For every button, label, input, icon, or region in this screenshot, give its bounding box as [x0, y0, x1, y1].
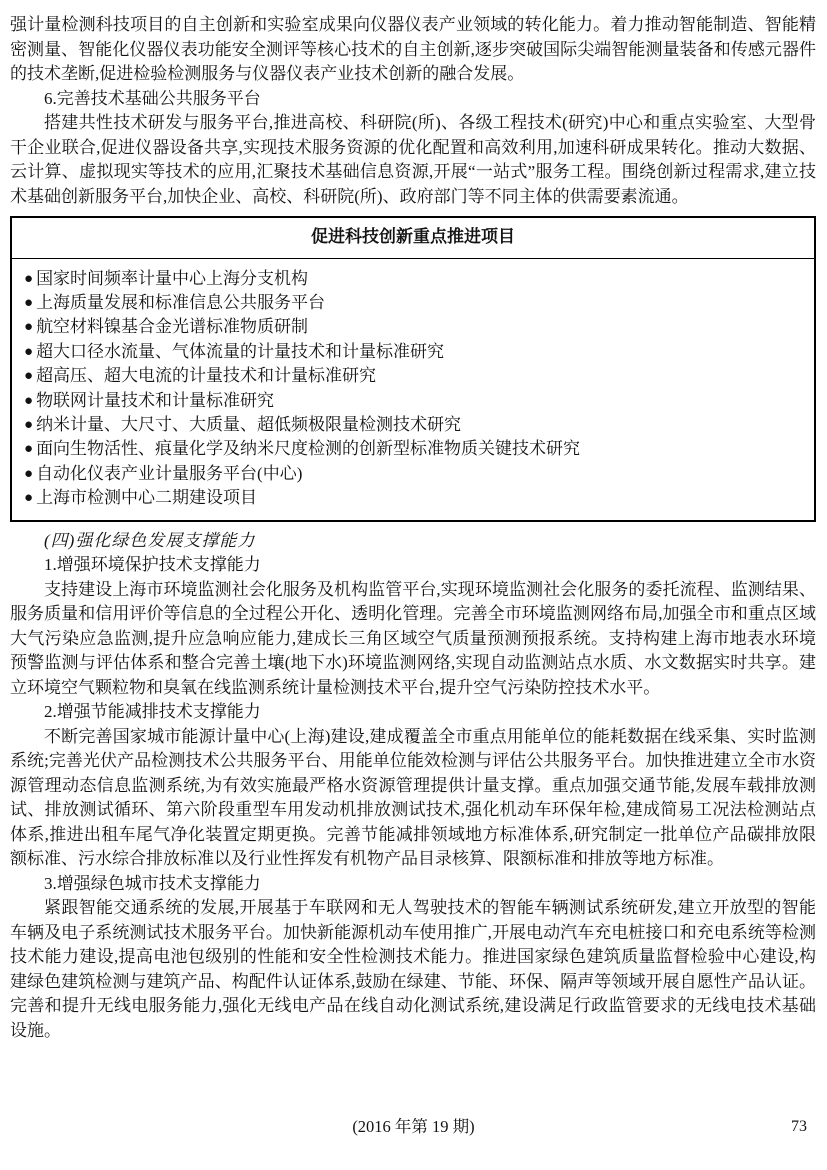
paragraph-continuation: 强计量检测科技项目的自主创新和实验室成果向仪器仪表产业领域的转化能力。着力推动智能制造、智能精密测量、智能化仪器仪表功能安全测评等核心技术的自主创新,逐步突破国际尖端智能测量装备和传感元器件的技术垄断,促进检验检测服务与仪器仪表产业技术创新的融合发展。 [10, 15, 816, 83]
bullet-icon: ● [24, 270, 34, 287]
subsection-heading-4-2: 2.增强节能减排技术支撑能力 [44, 702, 261, 722]
list-item [24, 413, 804, 437]
project-label: 上海质量发展和标准信息公共服务平台 [36, 292, 326, 312]
page-footer [0, 1117, 827, 1137]
bullet-icon: ● [24, 319, 34, 336]
project-label: 国家时间频率计量中心上海分支机构 [36, 268, 309, 288]
subsection-heading-4-3: 3.增强绿色城市技术支撑能力 [44, 873, 261, 893]
project-label: 面向生物活性、痕量化学及纳米尺度检测的创新型标准物质关键技术研究 [36, 439, 581, 459]
bullet-icon: ● [24, 465, 34, 482]
bullet-icon: ● [24, 416, 34, 433]
list-item [24, 462, 804, 486]
paragraph-section-6: 搭建共性技术研发与服务平台,推进高校、科研院(所)、各级工程技术(研究)中心和重点实验室、大型骨干企业联合,促进仪器设备共享,实现技术服务资源的优化配置和高效利用,加速科研成果转化。推动大数据、云计算、虚拟现实等技术的应用,汇聚技术基础信息资源,开展“一站式”服务工程。围绕创新过程需求,建立技术基础创新服务平台,加快企业、高校、科研院(所)、政府部门等不同主体的供需要素流通。 [10, 113, 816, 206]
paragraph-4-2: 不断完善国家城市能源计量中心(上海)建设,建成覆盖全市重点用能单位的能耗数据在线采集、实时监测系统;完善光伏产品检测技术公共服务平台、用能单位能效检测与评估公共服务平台。加快推进建立全市水资源管理动态信息监测系统,为有效实施最严格水资源管理提供计量支撑。重点加强交通节能,发展车载排放测试、排放测试循环、第六阶段重型车用发动机排放测试技术,强化机动车环保年检,建成简易工况法检测站点体系,推进出租车尾气净化装置定期更换。完善节能减排领域地方标准体系,研究制定一批单位产品碳排放限额标准、污水综合排放标准以及行业性挥发有机物产品目录核算、限额标准和排放等地方标准。 [10, 726, 816, 869]
bullet-icon: ● [24, 441, 34, 458]
list-item [24, 437, 804, 461]
list-item [24, 315, 804, 339]
project-label: 超高压、超大电流的计量技术和计量标准研究 [36, 366, 377, 386]
list-item [24, 291, 804, 315]
paragraph-4-3: 紧跟智能交通系统的发展,开展基于车联网和无人驾驶技术的智能车辆测试系统研发,建立开放型的智能车辆及电子系统测试技术服务平台。加快新能源机动车使用推广,开展电动汽车充电桩接口和充电系统等检测技术能力建设,提高电池包级别的性能和安全性检测技术能力。推进国家绿色建筑质量监督检验中心建设,构建绿色建筑检测与建筑产品、构配件认证体系,鼓励在绿建、节能、环保、隔声等领域开展自愿性产品认证。完善和提升无线电服务能力,强化无线电产品在线自动化测试系统,建设满足行政监管要求的无线电技术基础设施。 [10, 898, 816, 1040]
footer-issue: (2016 年第 19 期) [352, 1117, 475, 1136]
list-item [24, 486, 804, 510]
project-label: 纳米计量、大尺寸、大质量、超低频极限量检测技术研究 [36, 414, 462, 434]
bullet-icon: ● [24, 343, 34, 360]
bullet-icon: ● [24, 294, 34, 311]
list-item [24, 364, 804, 388]
subsection-heading-4-1: 1.增强环境保护技术支撑能力 [44, 555, 261, 575]
paragraph-4-1: 支持建设上海市环境监测社会化服务及机构监管平台,实现环境监测社会化服务的委托流程、监测结果、服务质量和信用评价等信息的全过程公开化、透明化管理。完善全市环境监测网络布局,加强全市和重点区域大气污染应急监测,提升应急响应能力,建成长三角区域空气质量预测预报系统。支持构建上海市地表水环境预警监测与评估体系和整合完善土壤(地下水)环境监测网络,实现自动监测站点水质、水文数据实时共享。建立环境空气颗粒物和臭氧在线监测系统计量检测技术平台,提升空气污染防控技术水平。 [10, 579, 816, 697]
key-projects-list [12, 259, 814, 520]
bullet-icon: ● [24, 368, 34, 385]
bullet-icon: ● [24, 392, 34, 409]
project-label: 自动化仪表产业计量服务平台(中心) [36, 463, 303, 483]
list-item [24, 267, 804, 291]
project-label: 物联网计量技术和计量标准研究 [36, 390, 275, 410]
section-heading-4: (四)强化绿色发展支撑能力 [44, 530, 256, 550]
project-label: 超大口径水流量、气体流量的计量技术和计量标准研究 [36, 341, 445, 361]
section-heading-6: 6.完善技术基础公共服务平台 [44, 88, 261, 108]
key-projects-box-title: 促进科技创新重点推进项目 [12, 218, 814, 259]
footer-page-number: 73 [791, 1118, 807, 1135]
list-item [24, 389, 804, 413]
project-label: 航空材料镍基合金光谱标准物质研制 [36, 317, 309, 337]
list-item [24, 340, 804, 364]
bullet-icon: ● [24, 490, 34, 507]
key-projects-box [10, 216, 816, 522]
project-label: 上海市检测中心二期建设项目 [36, 488, 258, 508]
